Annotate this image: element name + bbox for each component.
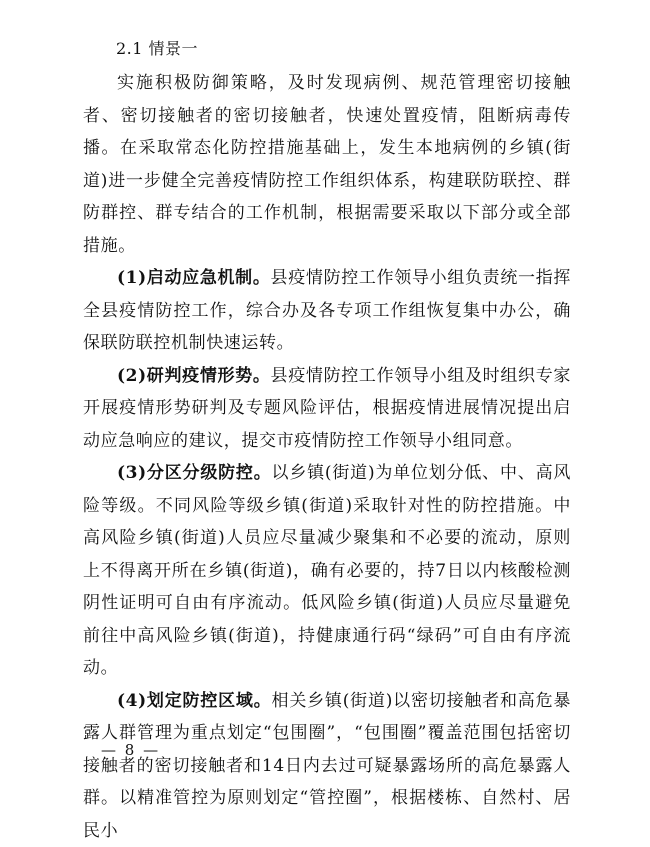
paragraph-intro [83,67,571,262]
paragraph-zoned-control [83,457,571,685]
paragraph-control-areas [83,685,571,847]
page-number: — 8 — [101,740,160,760]
body-text [83,67,571,847]
paragraph-lead: (3)分区分级防控。 [117,463,272,483]
paragraph-text: 县疫情防控工作领导小组及时组织专家开展疫情形势研判及专题风险评估，根据疫情进展情况提出启动应急响应的建议，提交市疫情防控工作领导小组同意。 [83,366,571,451]
paragraph-text: 相关乡镇(街道)以密切接触者和高危暴露人群管理为重点划定“包围圈”，“包围圈”覆盖范围包括密切接触者的密切接触者和14日内去过可疑暴露场所的高危暴露人群。以精准管控为原则划定“管控圈”，根据楼栋、自然村、居民小 [83,691,571,841]
paragraph-text: 县疫情防控工作领导小组负责统一指挥全县疫情防控工作，综合办及各专项工作组恢复集中办公，确保联防联控机制快速运转。 [83,268,571,353]
section-heading: 2.1 情景一 [116,38,198,60]
paragraph-text: 以乡镇(街道)为单位划分低、中、高风险等级。不同风险等级乡镇(街道)采取针对性的防控措施。中高风险乡镇(街道)人员应尽量减少聚集和不必要的流动，原则上不得离开所在乡镇(街道)，确有必要的，持7日以内核酸检测阴性证明可自由有序流动。低风险乡镇(街道)人员应尽量避免前往中高风险乡镇(街道)，持健康通行码“绿码”可自由有序流动。 [83,463,571,678]
paragraph-text: 实施积极防御策略，及时发现病例、规范管理密切接触者、密切接触者的密切接触者，快速处置疫情，阻断病毒传播。在采取常态化防控措施基础上，发生本地病例的乡镇(街道)进一步健全完善疫情防控工作组织体系，构建联防联控、群防群控、群专结合的工作机制，根据需要采取以下部分或全部措施。 [83,73,571,256]
paragraph-lead: (4)划定防控区域。 [117,691,272,711]
paragraph-emergency-mechanism [83,262,571,360]
paragraph-lead: (2)研判疫情形势。 [117,366,271,386]
paragraph-situation-assessment [83,360,571,458]
paragraph-lead: (1)启动应急机制。 [117,268,271,288]
